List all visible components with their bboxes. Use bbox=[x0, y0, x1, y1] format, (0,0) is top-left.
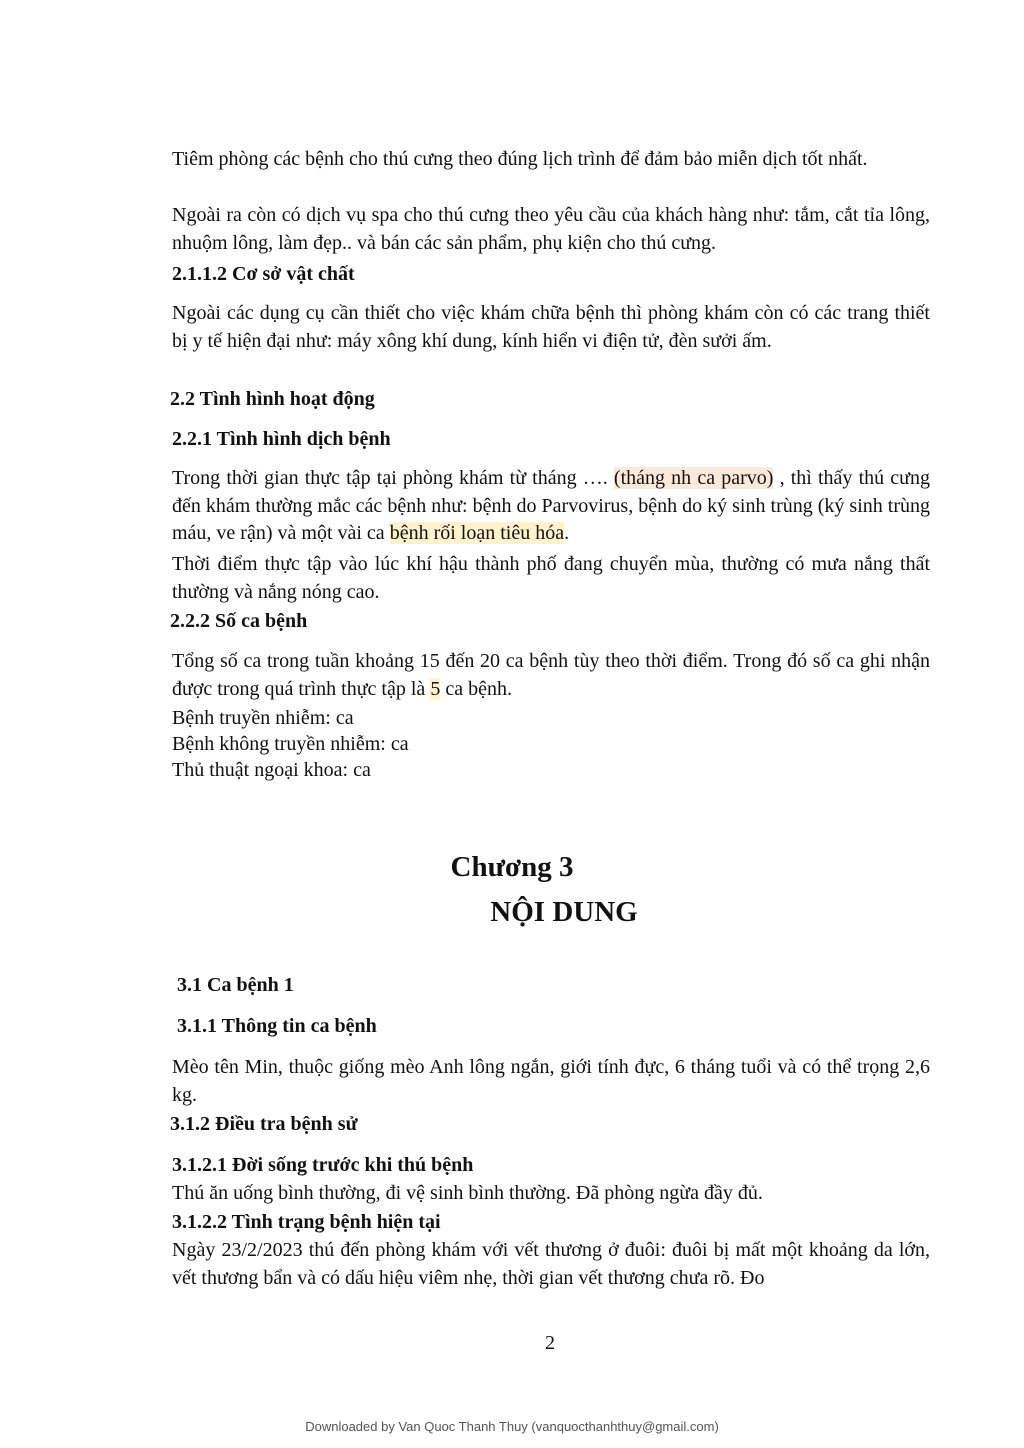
paragraph-disease-situation bbox=[172, 465, 930, 548]
text-run: Tổng số ca trong tuần khoảng 15 đến 20 ca bệnh tùy theo thời điểm. Trong đó số ca ghi nhận được trong quá trình thực tập là bbox=[172, 650, 930, 700]
heading-2-2-1: 2.2.1 Tình hình dịch bệnh bbox=[172, 428, 391, 450]
paragraph-case-count bbox=[172, 648, 930, 703]
heading-3-1: 3.1 Ca bệnh 1 bbox=[177, 974, 294, 996]
chapter-number: Chương 3 bbox=[450, 851, 574, 883]
heading-3-1-2-2: 3.1.2.2 Tình trạng bệnh hiện tại bbox=[172, 1211, 441, 1233]
chapter-title: NỘI DUNG bbox=[490, 896, 638, 928]
page-number: 2 bbox=[545, 1332, 555, 1354]
paragraph-vaccination: Tiêm phòng các bệnh cho thú cưng theo đúng lịch trình để đảm bảo miễn dịch tốt nhất. bbox=[172, 148, 868, 170]
case-type-list bbox=[172, 705, 930, 783]
highlighted-number: 5 bbox=[430, 677, 441, 700]
paragraph-prior-life: Thú ăn uống bình thường, đi vệ sinh bình thường. Đã phòng ngừa đầy đủ. bbox=[172, 1182, 763, 1204]
text-run: , thì thấy thú cưng đến khám thường mắc các bệnh như: bệnh do Parvovirus, bệnh do ký sinh trùng (ký sinh trùng máu, ve rận) và một vài ca bbox=[172, 467, 930, 544]
list-item: Bệnh không truyền nhiễm: ca bbox=[172, 733, 409, 755]
text-run: . bbox=[564, 522, 570, 544]
highlighted-text: bệnh rối loạn tiêu hóa bbox=[389, 522, 565, 544]
download-footer: Downloaded by Van Quoc Thanh Thuy (vanquocthanhthuy@gmail.com) bbox=[305, 1419, 719, 1434]
heading-2-2: 2.2 Tình hình hoạt động bbox=[170, 388, 375, 410]
paragraph-patient-info: Mèo tên Min, thuộc giống mèo Anh lông ngắn, giới tính đực, 6 tháng tuổi và có thể trọng 2,6 kg. bbox=[172, 1056, 930, 1106]
list-item: Bệnh truyền nhiễm: ca bbox=[172, 707, 354, 729]
list-item: Thủ thuật ngoại khoa: ca bbox=[172, 759, 371, 781]
paragraph-facilities: Ngoài các dụng cụ cần thiết cho việc khám chữa bệnh thì phòng khám còn có các trang thiết bị y tế hiện đại như: máy xông khí dung, kính hiển vi điện tử, đèn sưởi ấm. bbox=[172, 302, 930, 352]
heading-3-1-1: 3.1.1 Thông tin ca bệnh bbox=[177, 1015, 377, 1037]
paragraph-climate: Thời điểm thực tập vào lúc khí hậu thành phố đang chuyển mùa, thường có mưa nắng thất thường và nắng nóng cao. bbox=[172, 553, 930, 603]
text-run: ca bệnh. bbox=[440, 677, 512, 700]
highlighted-note: (tháng nh ca parvo) bbox=[613, 467, 774, 489]
paragraph-current-condition: Ngày 23/2/2023 thú đến phòng khám với vết thương ở đuôi: đuôi bị mất một khoảng da lớn, vết thương bẩn và có dấu hiệu viêm nhẹ, thời gian vết thương chưa rõ. Đo bbox=[172, 1239, 930, 1289]
text-run: Trong thời gian thực tập tại phòng khám từ tháng …. bbox=[172, 467, 614, 489]
heading-3-1-2: 3.1.2 Điều tra bệnh sử bbox=[170, 1113, 358, 1135]
paragraph-spa-services: Ngoài ra còn có dịch vụ spa cho thú cưng theo yêu cầu của khách hàng như: tắm, cắt tỉa lông, nhuộm lông, làm đẹp.. và bán các sản phẩm, phụ kiện cho thú cưng. bbox=[172, 204, 930, 254]
heading-2-2-2: 2.2.2 Số ca bệnh bbox=[170, 610, 308, 632]
heading-2-1-1-2: 2.1.1.2 Cơ sở vật chất bbox=[172, 263, 355, 285]
heading-3-1-2-1: 3.1.2.1 Đời sống trước khi thú bệnh bbox=[172, 1154, 474, 1176]
